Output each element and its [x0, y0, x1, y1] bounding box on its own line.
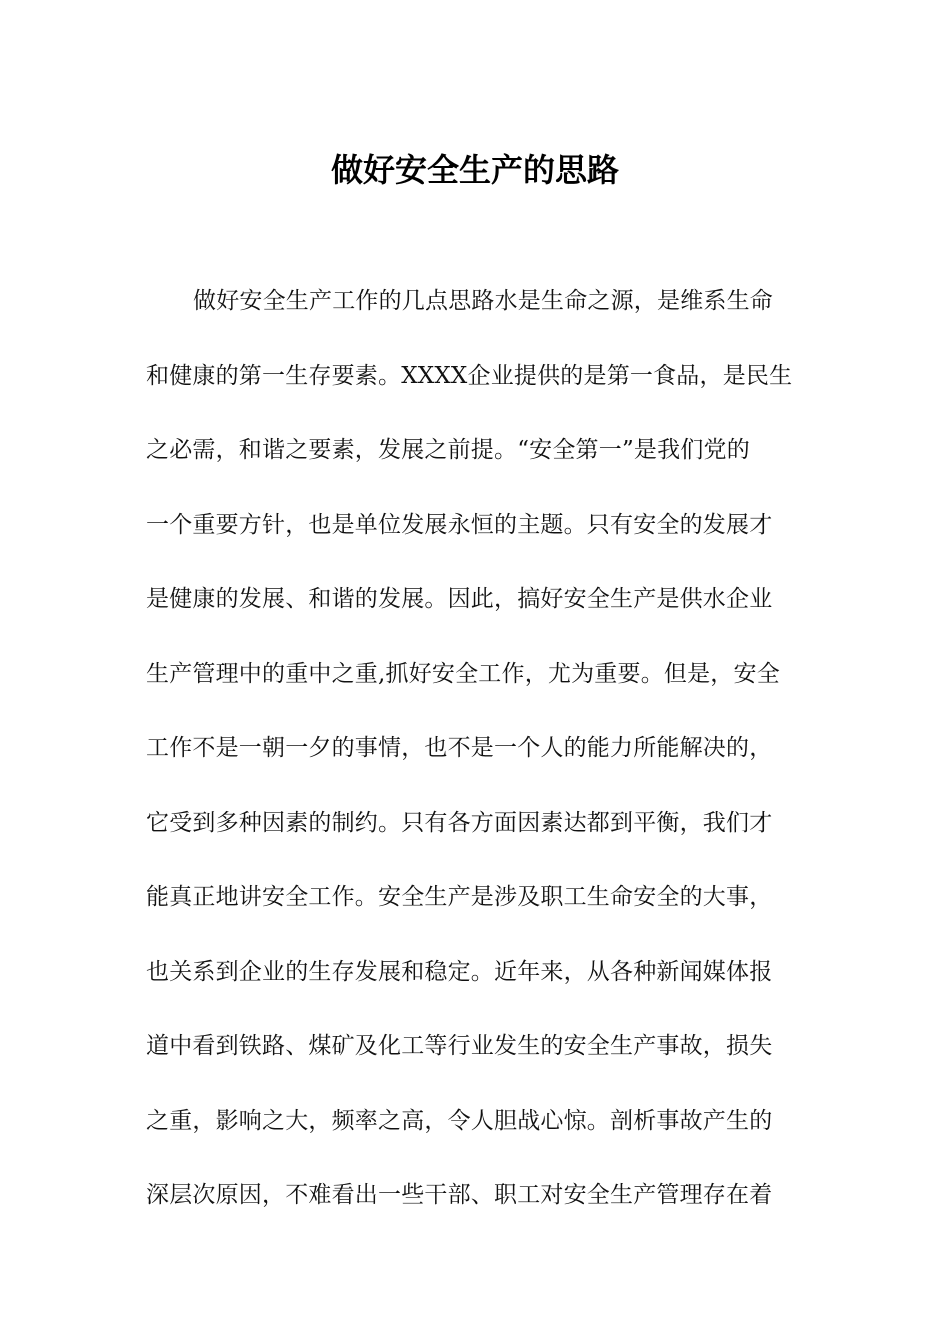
- text-line: 之重，影响之大，频率之高，令人胆战心惊。剖析事故产生的: [146, 1107, 773, 1134]
- text-line: 它受到多种因素的制约。只有各方面因素达都到平衡，我们才: [146, 809, 773, 836]
- text-line: 之必需，和谐之要素，发展之前提。“安全第一”是我们党的: [146, 437, 750, 463]
- text-line: 深层次原因，不难看出一些干部、职工对安全生产管理存在着: [146, 1182, 773, 1208]
- text-line: 和健康的第一生存要素。XXXX企业提供的是第一食品，是民生: [146, 362, 793, 389]
- text-line: 道中看到铁路、煤矿及化工等行业发生的安全生产事故，损失: [146, 1033, 773, 1059]
- text-line: 也关系到企业的生存发展和稳定。近年来，从各种新闻媒体报: [146, 958, 773, 985]
- text-line: 是健康的发展、和谐的发展。因此，搞好安全生产是供水企业: [146, 586, 773, 612]
- text-line: 生产管理中的重中之重,抓好安全工作，尤为重要。但是，安全: [146, 660, 780, 687]
- text-line: 工作不是一朝一夕的事情，也不是一个人的能力所能解决的，: [146, 735, 773, 761]
- text-line: 能真正地讲安全工作。安全生产是涉及职工生命安全的大事，: [146, 884, 773, 910]
- body-paragraph: [146, 282, 806, 1251]
- document-title: 做好安全生产的思路: [330, 151, 619, 189]
- text-line: 做好安全生产工作的几点思路水是生命之源，是维系生命: [193, 288, 773, 314]
- text-line: 一个重要方针，也是单位发展永恒的主题。只有安全的发展才: [146, 511, 773, 538]
